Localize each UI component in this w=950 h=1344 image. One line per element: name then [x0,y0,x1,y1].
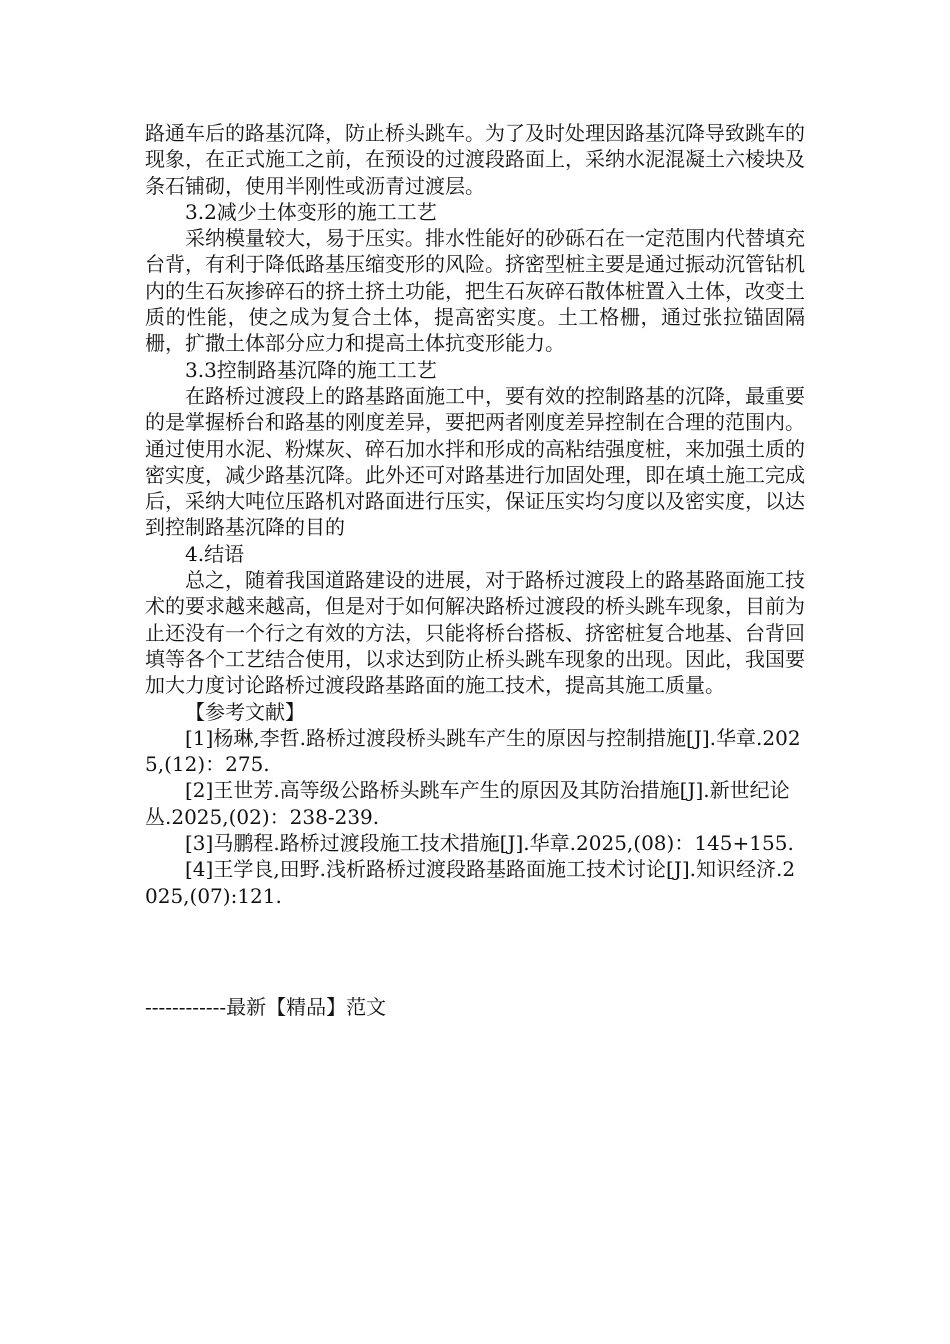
paragraph-settlement-control: 在路桥过渡段上的路基路面施工中，要有效的控制路基的沉降，最重要的是掌握桥台和路基的刚度差异，要把两者刚度差异控制在合理的范围内。通过使用水泥、粉煤灰、碎石加水拌和形成的高粘结强度桩，来加强土质的密实度，减少路基沉降。此外还可对路基进行加固处理，即在填土施工完成后，采纳大吨位压路机对路面进行压实，保证压实均匀度以及密实度，以达到控制路基沉降的目的 [145,383,805,540]
reference-item-2: [2]王世芳.高等级公路桥头跳车产生的原因及其防治措施[J].新世纪论丛.2025,(02)：238-239. [145,778,790,829]
document-body [145,120,805,909]
paragraph-conclusion: 总之，随着我国道路建设的进展，对于路桥过渡段上的路基路面施工技术的要求越来越高，但是对于如何解决路桥过渡段的桥头跳车现象，目前为止还没有一个行之有效的方法，只能将桥台搭板、挤密桩复合地基、台背回填等各个工艺结合使用，以求达到防止桥头跳车现象的出现。因此，我国要加大力度讨论路桥过渡段路基路面的施工技术，提高其施工质量。 [145,568,805,698]
page-footer: ------------最新【精品】范文 [145,995,387,1019]
paragraph-continuation: 路通车后的路基沉降，防止桥头跳车。为了及时处理因路基沉降导致跳车的现象，在正式施工之前，在预设的过渡段路面上，采纳水泥混凝土六棱块及条石铺砌，使用半刚性或沥青过渡层。 [145,121,805,198]
section-heading-3-3: 3.3控制路基沉降的施工工艺 [185,357,437,382]
paragraph-soil-deformation: 采纳模量较大，易于压实。排水性能好的砂砾石在一定范围内代替填充台背，有利于降低路基压缩变形的风险。挤密型桩主要是通过振动沉管钻机内的生石灰掺碎石的挤土挤土功能，把生石灰碎石散体桩置入土体，改变土质的性能，使之成为复合土体，提高密实度。土工格栅，通过张拉锚固隔栅，扩撒土体部分应力和提高土体抗变形能力。 [145,226,805,356]
reference-item-1: [1]杨琳,李哲.路桥过渡段桥头跳车产生的原因与控制措施[J].华章.2025,(12)：275. [145,725,801,777]
references-heading: 【参考文献】 [185,699,305,724]
section-heading-3-2: 3.2减少土体变形的施工工艺 [185,199,437,224]
reference-item-4: [4]王学良,田野.浅析路桥过渡段路基路面施工技术讨论[J].知识经济.2025,(07):121. [145,857,796,908]
reference-item-3: [3]马鹏程.路桥过渡段施工技术措施[J].华章.2025,(08)：145+155. [185,831,794,856]
section-heading-conclusion: 4.结语 [185,541,245,566]
